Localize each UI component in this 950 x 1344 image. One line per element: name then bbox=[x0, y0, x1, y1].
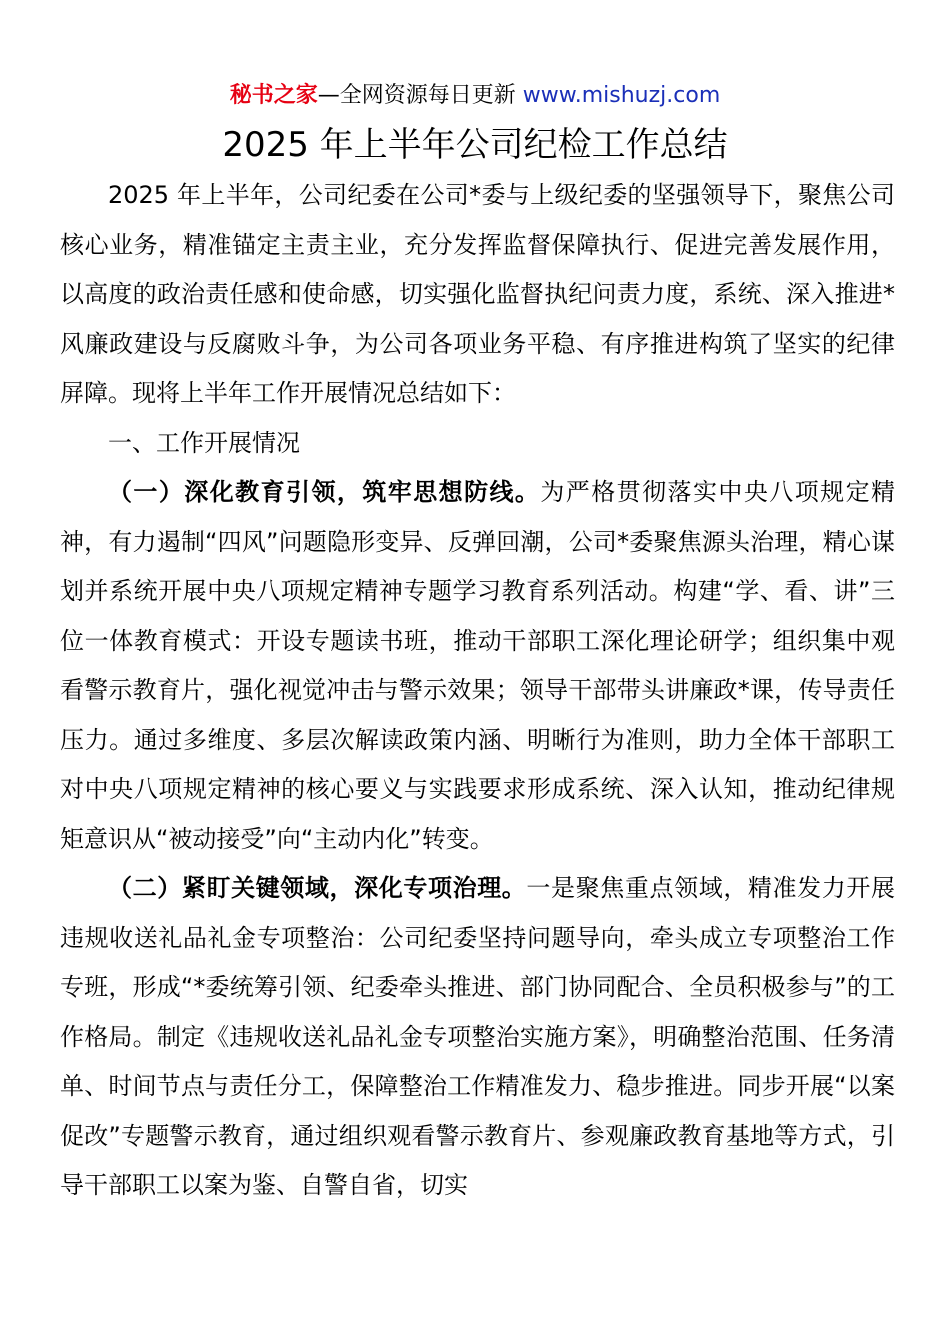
item-2-text: 一是聚焦重点领域，精准发力开展违规收送礼品礼金专项整治：公司纪委坚持问题导向，牵头成立专项整治工作专班，形成“*委统筹引领、纪委牵头推进、部门协同配合、全员积极参与”的工作格局。制定《违规收送礼品礼金专项整治实施方案》，明确整治范围、任务清单、时间节点与责任分工，保障整治工作精准发力、稳步推进。同步开展“以案促改”专题警示教育，通过组织观看警示教育片、参观廉政教育基地等方式，引导干部职工以案为鉴、自警自省，切实 bbox=[60, 874, 896, 1199]
intro-paragraph: 2025 年上半年，公司纪委在公司*委与上级纪委的坚强领导下，聚焦公司核心业务，精准锚定主责主业，充分发挥监督保障执行、促进完善发展作用，以高度的政治责任感和使命感，切实强化监督执纪问责力度，系统、深入推进*风廉政建设与反腐败斗争，为公司各项业务平稳、有序推进构筑了坚实的纪律屏障。现将上半年工作开展情况总结如下： bbox=[60, 181, 895, 407]
site-header bbox=[0, 80, 950, 112]
item-paragraph-2 bbox=[60, 864, 895, 1211]
site-brand: 秘书之家 bbox=[229, 83, 318, 108]
item-1-heading: （一）深化教育引领，筑牢思想防线。 bbox=[108, 478, 541, 506]
site-url-link[interactable]: www.mishuzj.com bbox=[522, 83, 721, 108]
document-title: 2025 年上半年公司纪检工作总结 bbox=[222, 125, 728, 165]
item-2-heading: （二）紧盯关键领域，深化专项治理。 bbox=[108, 874, 527, 902]
document-body bbox=[60, 171, 895, 1211]
section-heading: 一、工作开展情况 bbox=[108, 428, 300, 457]
item-paragraph-1 bbox=[60, 468, 895, 864]
site-tagline: —全网资源每日更新 bbox=[317, 83, 523, 108]
item-1-text: 为严格贯彻落实中央八项规定精神，有力遏制“四风”问题隐形变异、反弹回潮，公司*委聚焦源头治理，精心谋划并系统开展中央八项规定精神专题学习教育系列活动。构建“学、看、讲”三位一体教育模式：开设专题读书班，推动干部职工深化理论研学；组织集中观看警示教育片，强化视觉冲击与警示效果；领导干部带头讲廉政*课，传导责任压力。通过多维度、多层次解读政策内涵、明晰行为准则，助力全体干部职工对中央八项规定精神的核心要义与实践要求形成系统、深入认知，推动纪律规矩意识从“被动接受”向“主动内化”转变。 bbox=[60, 478, 896, 853]
